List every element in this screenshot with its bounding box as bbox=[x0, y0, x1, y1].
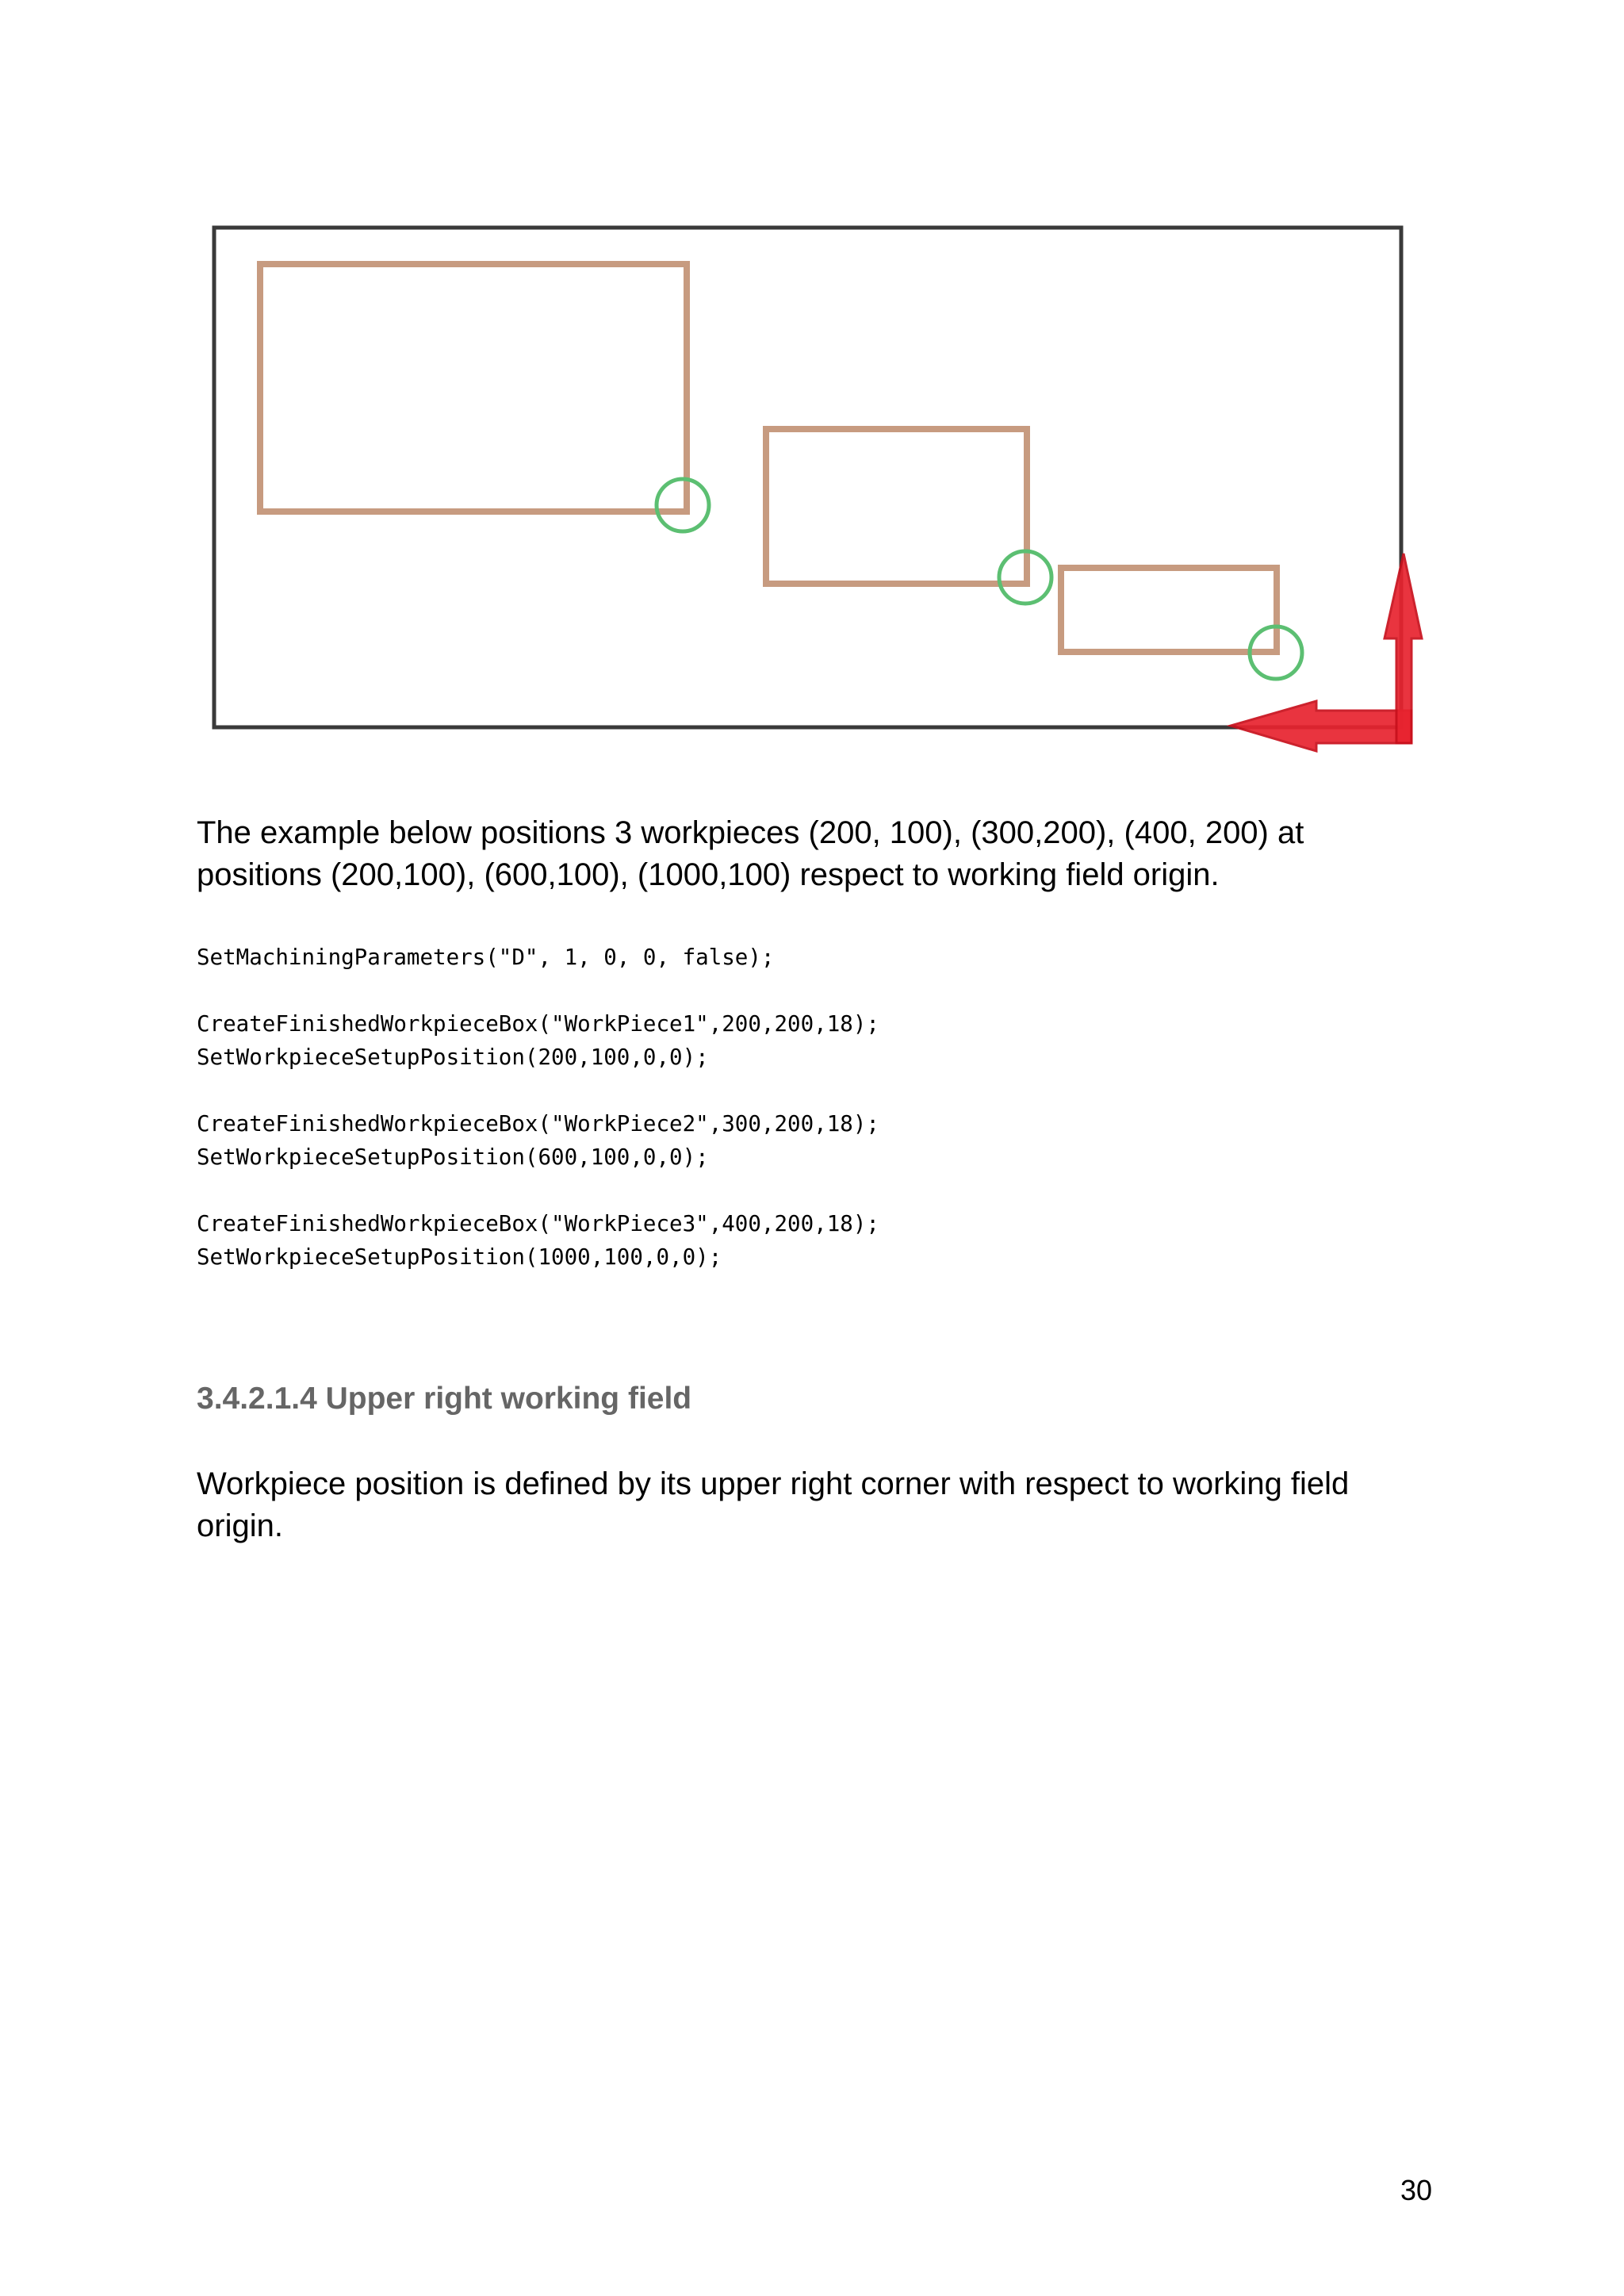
code-line: CreateFinishedWorkpieceBox("WorkPiece3",400,200,18); bbox=[197, 1211, 879, 1236]
corner-marker-1 bbox=[657, 479, 709, 531]
workpiece-2 bbox=[766, 429, 1027, 584]
section-heading: 3.4.2.1.4 Upper right working field bbox=[197, 1382, 692, 1416]
code-line: CreateFinishedWorkpieceBox("WorkPiece1",200,200,18); bbox=[197, 1011, 879, 1037]
body-paragraph: Workpiece position is defined by its upper right corner with respect to working field origin. bbox=[197, 1466, 1350, 1543]
x-axis-arrow bbox=[1231, 701, 1411, 751]
code-line: SetWorkpieceSetupPosition(600,100,0,0); bbox=[197, 1144, 709, 1170]
page-number: 30 bbox=[1400, 2174, 1433, 2206]
code-line bbox=[197, 1174, 1434, 1207]
workpiece-1 bbox=[260, 264, 687, 512]
code-line: CreateFinishedWorkpieceBox("WorkPiece2",300,200,18); bbox=[197, 1111, 879, 1137]
intro-paragraph: The example below positions 3 workpieces (200, 100), (300,200), (400, 200) at positions (200,100), (600,100), (1000,100) respect to working field origin. bbox=[197, 815, 1304, 892]
code-line: SetWorkpieceSetupPosition(200,100,0,0); bbox=[197, 1045, 709, 1070]
working-field-diagram bbox=[0, 0, 1624, 761]
code-line: SetWorkpieceSetupPosition(1000,100,0,0); bbox=[197, 1244, 722, 1270]
code-block bbox=[197, 941, 1434, 1274]
code-line: SetMachiningParameters("D", 1, 0, 0, false); bbox=[197, 945, 775, 970]
code-line bbox=[197, 974, 1434, 1007]
code-line bbox=[197, 1074, 1434, 1107]
workpiece-3 bbox=[1061, 568, 1277, 652]
